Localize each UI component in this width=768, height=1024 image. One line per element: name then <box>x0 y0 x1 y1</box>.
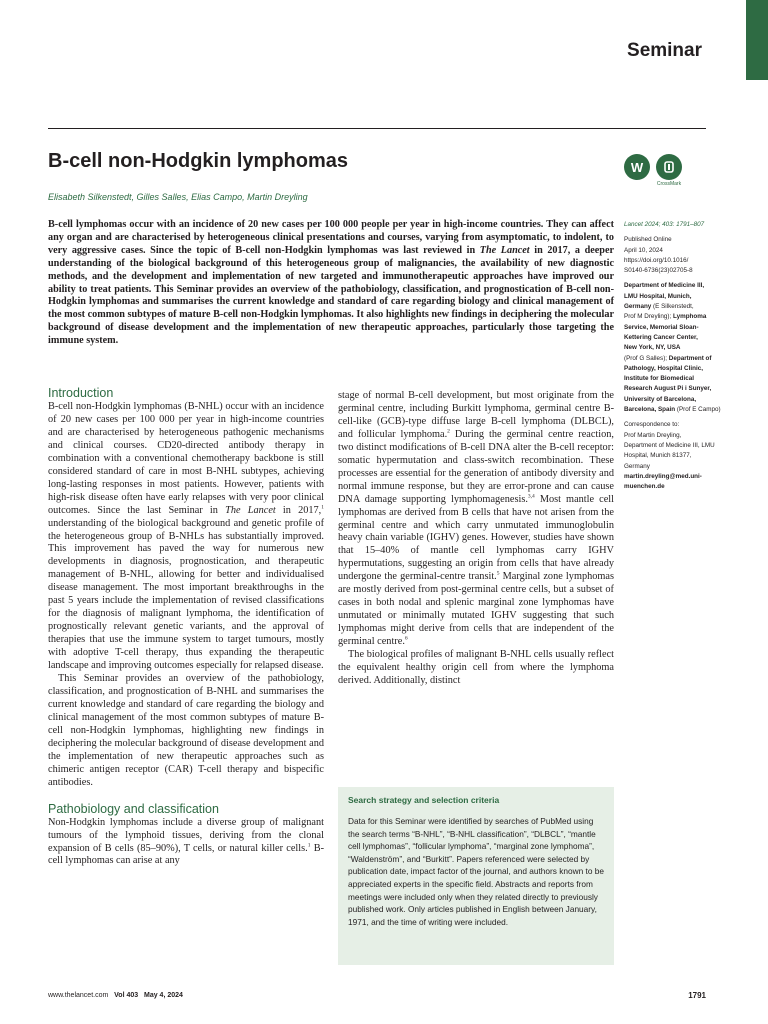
article-badges <box>624 154 682 187</box>
crossmark-icon <box>656 154 682 180</box>
citation: Lancet 2024; 403: 1791–807 <box>624 221 705 228</box>
crossmark-label: CrossMark <box>656 181 682 187</box>
sidebar-notes <box>624 220 734 492</box>
left-column <box>48 386 324 868</box>
crossmark-badge[interactable] <box>656 154 682 187</box>
footer-info <box>48 992 183 999</box>
doi-link[interactable]: https://doi.org/10.1016/ S0140-6736(23)02705-8 <box>624 256 693 275</box>
section-label: Seminar <box>627 40 702 61</box>
heading-introduction: Introduction <box>48 386 114 400</box>
lancet-badge[interactable] <box>624 154 650 187</box>
page-number: 1791 <box>688 991 706 1000</box>
correspondence-email[interactable]: martin.dreyling@med.uni- muenchen.de <box>624 472 702 491</box>
section-color-bar <box>746 0 768 80</box>
affiliation-2: (Prof G Salles); Department of Pathology, Hospital Clinic, Institute for Biomedical Research August Pi i Sunyer, University of Barcelona, Barcelona, Spain (Prof E Campo) <box>624 354 721 414</box>
reference-marker[interactable]: 2 <box>447 428 450 435</box>
reference-marker[interactable]: 6 <box>404 635 408 642</box>
intro-paragraph-2: This Seminar provides an overview of the pathobiology, classification, and prognostication of B-NHL and summarises the current knowledge and standard of care regarding the biology and clinical management of the most common subtypes of mature B-cell non-Hodgkin lymphomas, highlighting new findings in deciphering the molecular background of disease development and the implementation of new therapeutic approaches such as chimeric antigen receptor (CAR) T-cell therapy and bispecific antibodies. <box>48 673 324 788</box>
search-strategy-box <box>338 787 614 965</box>
search-strategy-body: Data for this Seminar were identified by searches of PubMed using the search terms “B-NHL”, “B-NHL classification”, “DLBCL”, “mantle cell lymphomas”, “follicular lymphoma”, “marginal zone lymphoma”, “Waldenström”, and “Burkitt”. Papers referenced were selected by publication date, impact factor of the journal, and authors known to be appreciated experts in the specific field. Abstracts and reports from meetings were included only when they related directly to previously published work. Only articles published in English between January, 1971, and the time of writing were included. <box>348 816 604 927</box>
reference-marker[interactable]: 3,4 <box>527 493 535 500</box>
footer-volume: Vol 403 <box>114 992 139 999</box>
lancet-w-icon: W <box>624 154 650 180</box>
search-strategy-title: Search strategy and selection criteria <box>348 795 500 805</box>
reference-marker[interactable]: 1 <box>307 842 311 849</box>
patho-paragraph-1: Non-Hodgkin lymphomas include a diverse group of malignant tumours of the lymphoid tissues, deriving from the clonal expansion of B cells (85–90%), T cells, or natural killer cells.$^1$ B-cell lymphomas can arise at any <box>48 816 325 867</box>
right-column <box>338 390 614 688</box>
heading-pathobiology: Pathobiology and classification <box>48 801 219 816</box>
correspondence: Correspondence to: Prof Martin Dreyling, Department of Medicine III, LMU Hospital, Munich 81377, Germany martin.dreyling@med.uni- muenchen.de <box>624 420 734 492</box>
published-date: April 10, 2024 <box>624 246 663 254</box>
intro-paragraph-1: B-cell non-Hodgkin lymphomas (B-NHL) occur with an incidence of 20 new cases per 100 000 per year in high-income countries and are characterised by heterogeneous pathogenic mechanisms and clinical courses. CD20-directed antibody therapy in combination with a conventional chemotherapy backbone is still considered standard of care in most B-NHL subtypes, achieving long-lasting responses in most patients. However, patients with high-risk disease often have early relapses with very poor clinical outcomes. Since the last Seminar in The Lancet in 2017,$^1$ understanding of the biological background and genetic profile of the heterogeneous group of B-NHLs has substantially improved. This improvement has paved the way for numerous new developments in diagnosis, prognostication, and therapeutic management of B-NHL, allowing for better and individualised disease management. The most important breakthroughs in the past 5 years include the implementation of revised classifications for the diagnosis of malignant lymphoma, the identification of prognostically relevant genetic variants, and the approval of therapies that use the immune system to target tumours, mostly with adoptive T-cell therapy, thus expanding the therapeutic landscape and improving outcomes especially for relapsed disease. <box>48 401 325 672</box>
right-paragraph-1: stage of normal B-cell development, but most originate from the germinal centre, including Burkitt lymphoma, germinal centre B-cell-like (GCB)-type diffuse large B-cell lymphoma (DLBCL), and follicular lymphoma.$^2$ During the germinal centre reaction, two distinct modifications of B-cell DNA alter the B-cell receptor: somatic hypermutation and class-switch recombination. These processes are essential for the generation of antibody diversity and normal immune response, but they are error-prone and can cause DNA damage supporting lymphomagenesis.$^{3,4}$ Most mantle cell lymphomas are derived from B cells that have not arisen from the germinal centre and which carry unmutated immunoglobulin heavy chain variable (IGHV) genes. However, studies have shown that 15–40% of mantle cell lymphomas carry IGHV hypermutations, suggesting an origin from cells that have already undergone the germinal-centre transit.$^5$ Marginal zone lymphomas are mostly derived from post-germinal centre cells, but a subset of cases in both nodal and splenic marginal zone lymphomas have unmutated or minimally mutated IGHV suggesting that such lymphomas might derive from cells that are independent of the germinal centre.$^6$ <box>338 390 614 648</box>
footer-site[interactable]: www.thelancet.com <box>48 992 109 999</box>
affiliation-1: Department of Medicine III, LMU Hospital, Munich, Germany (E Silkenstedt, Prof M Dreyling); Lymphoma Service, Memorial Sloan- Kettering Cancer Center, New York, NY, USA <box>624 282 707 352</box>
author-list: Elisabeth Silkenstedt, Gilles Salles, Elias Campo, Martin Dreyling <box>48 192 308 202</box>
footer-date: May 4, 2024 <box>144 992 183 999</box>
published-label: Published Online <box>624 236 672 244</box>
reference-marker[interactable]: 5 <box>496 570 500 577</box>
abstract: B-cell lymphomas occur with an incidence of 20 new cases per 100 000 people per year in high-income countries. They can affect any organ and are characterised by heterogeneous clinical presentations and courses, varying from asymptomatic, to indolent, to very aggressive cases. Since the topic of B-cell non-Hodgkin lymphomas was last reviewed in The Lancet in 2017, a deeper understanding of the biological background of this heterogeneous group of malignancies, the availability of new diagnostic methods, and the development and implementation of new targeted and immunotherapeutic approaches have improved our ability to treat patients. This Seminar provides an overview of the pathobiology, classification, and prognostication of B-cell non-Hodgkin lymphomas and summarises the current knowledge and standard of care regarding biology and clinical management of the most common subtypes of mature B-cell non-Hodgkin lymphomas. It also highlights new findings in deciphering the molecular background of disease development and the implementation of new therapeutic approaches, particularly those targeting the immune system. <box>48 219 614 347</box>
right-paragraph-2: The biological profiles of malignant B-NHL cells usually reflect the equivalent healthy origin cell from where the lymphoma derived. Additionally, distinct <box>338 649 614 686</box>
reference-marker[interactable]: 1 <box>321 504 325 511</box>
article-title: B-cell non-Hodgkin lymphomas <box>48 150 349 172</box>
header-rule <box>48 128 706 129</box>
